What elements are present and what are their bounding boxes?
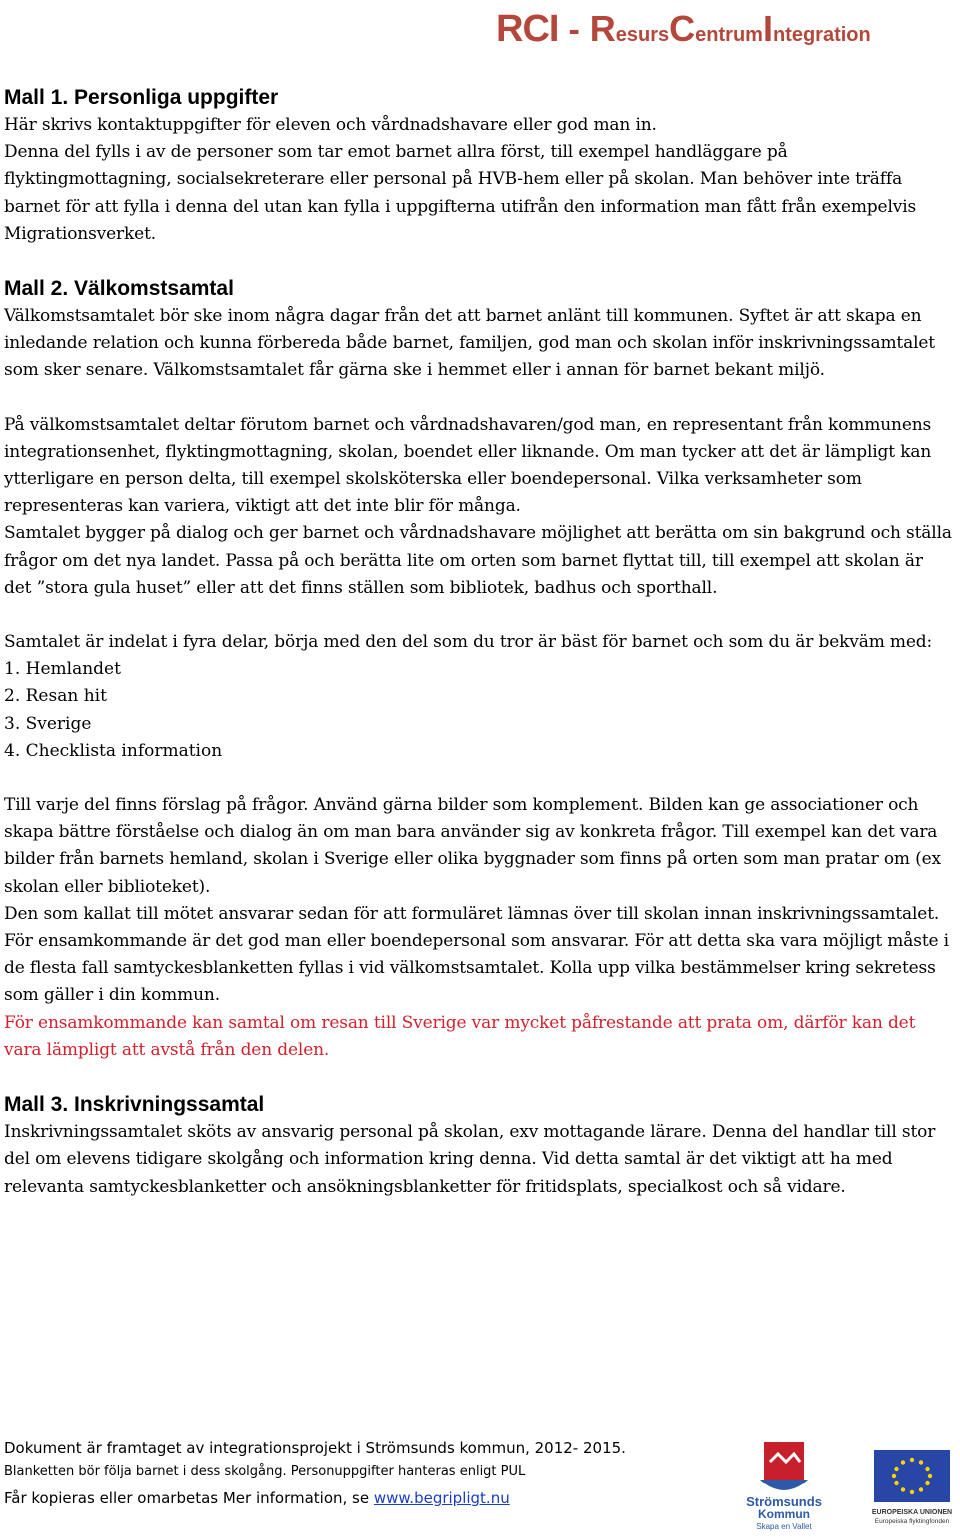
begripligt-link[interactable]: www.begripligt.nu — [373, 1489, 510, 1507]
mall2-warning-text: För ensamkommande kan samtal om resan till Sverige var mycket påfrestande att prata om, därför kan det vara lämpligt att avstå från den delen. — [4, 1012, 916, 1060]
mall1-p3: Man behöver inte träffa barnet för att fylla i denna del utan kan fylla i uppgifterna utifrån den information man fått från exempelvis Migrationsverket. — [4, 169, 917, 244]
logo-i: I — [762, 8, 773, 49]
list-item: 1. Hemlandet — [4, 659, 121, 680]
mall2-heading: Mall 2. Välkomstsamtal — [4, 277, 234, 301]
logo-r: R — [589, 8, 616, 49]
logo-dash: - — [568, 11, 580, 49]
mall2-p1: Välkomstsamtalet bör ske inom några dagar från det att barnet anlänt till kommunen. Syftet är att skapa en inledande relation och kunna förbereda både barnet, familjen, god man och skolan inför inskrivningssamtalet som sker senare. Välkomstsamtalet får gärna ske i hemmet eller i annan för barnet bekant miljö. — [4, 306, 935, 381]
list-item: 2. Resan hit — [4, 686, 107, 707]
mall1-p1: Här skrivs kontaktuppgifter för eleven och vårdnadshavare eller god man in. — [4, 115, 657, 135]
logo-rci: RCI — [496, 8, 559, 50]
kommun-logo-text-3: Skapa en Vallet — [756, 1522, 812, 1531]
kommun-logo-text-2: Kommun — [758, 1507, 810, 1521]
document-body — [4, 84, 954, 1201]
list-item: 3. Sverige — [4, 713, 92, 734]
eu-text-2: Europeiska flyktingfonden — [874, 1518, 950, 1525]
mall1-paragraph — [4, 112, 954, 248]
eu-flag-logo — [868, 1448, 956, 1528]
footer-line-2: Blanketten bör följa barnet i dess skolgång. Personuppgifter hanteras enligt PUL — [4, 1464, 526, 1479]
footer-line-1: Dokument är framtaget av integrationsprojekt i Strömsunds kommun, 2012- 2015. — [4, 1439, 626, 1457]
logo-c: C — [669, 8, 696, 49]
footer-line-3-text: Får kopieras eller omarbetas Mer information, se — [4, 1489, 374, 1507]
mall1-heading: Mall 1. Personliga uppgifter — [4, 86, 279, 109]
logo-esurs: esurs — [615, 24, 670, 46]
logo-entrum: entrum — [695, 24, 763, 46]
mall2-p4: Samtalet är indelat i fyra delar, börja med den del som du tror är bäst för barnet och som du är bekväm med: — [4, 632, 933, 653]
mall1-p2: Denna del fylls i av de personer som tar emot barnet allra först, till exempel handläggare på flyktingmottagning, socialsekreterare eller personal på HVB-hem eller på skolan. — [4, 142, 788, 190]
kommun-logo-text-1: Strömsunds — [746, 1494, 822, 1509]
stromsunds-kommun-logo — [742, 1440, 826, 1532]
mall3-heading: Mall 3. Inskrivningssamtal — [4, 1093, 265, 1117]
rci-logo — [496, 8, 896, 54]
footer — [4, 1436, 724, 1512]
mall2-p6: Den som kallat till mötet ansvarar sedan för att formuläret lämnas över till skolan innan inskrivningssamtalet. För ensamkommande är det god man eller boendepersonal som ansvarar. För att detta ska vara möjligt måste i de flesta fall samtyckesblanketten fyllas i vid välkomstsamtalet. Kolla upp vilka bestämmelser kring sekretess som gäller i din kommun. — [4, 903, 949, 1006]
list-item: 4. Checklista information — [4, 740, 223, 761]
mall2-p2: På välkomstsamtalet deltar förutom barnet och vårdnadshavaren/god man, en representant från kommunens integrationsenhet, flyktingmottagning, skolan, boendet eller liknande. Om man tycker att det är lämpligt kan ytterligare en person delta, till exempel skolsköterska eller boendepersonal. Vilka verksamheter som representeras kan variera, viktigt att det inte blir för många. — [4, 414, 932, 517]
footer-line-3 — [4, 1484, 724, 1512]
mall2-p5: Till varje del finns förslag på frågor. Använd gärna bilder som komplement. Bilden kan ge associationer och skapa bättre förståelse och dialog än om man bara använder sig av konkreta frågor. Till exempel kan det vara bilder från barnets hemland, skolan i Sverige eller olika byggnader som finns på orten som man pratar om (ex skolan eller biblioteket). — [4, 795, 941, 897]
mall3-p1: Inskrivningssamtalet sköts av ansvarig personal på skolan, exv mottagande lärare. Denna del handlar till stor del om elevens tidigare skolgång och information kring denna. Vid detta samtal är det viktigt att ha med relevanta samtyckesblanketter och ansökningsblanketter för fritidsplats, specialkost och så vidare. — [4, 1122, 936, 1197]
mall2-p3: Samtalet bygger på dialog och ger barnet och vårdnadshavare möjlighet att berätta om sin bakgrund och ställa frågor om det nya landet. Passa på och berätta lite om orten som barnet flyttat till, till exempel att skolan är det ”stora gula huset” eller att det finns ställen som bibliotek, badhus och sporthall. — [4, 523, 952, 598]
eu-text-1: EUROPEISKA UNIONEN — [871, 1509, 953, 1516]
logo-ntegration: ntegration — [772, 24, 871, 46]
